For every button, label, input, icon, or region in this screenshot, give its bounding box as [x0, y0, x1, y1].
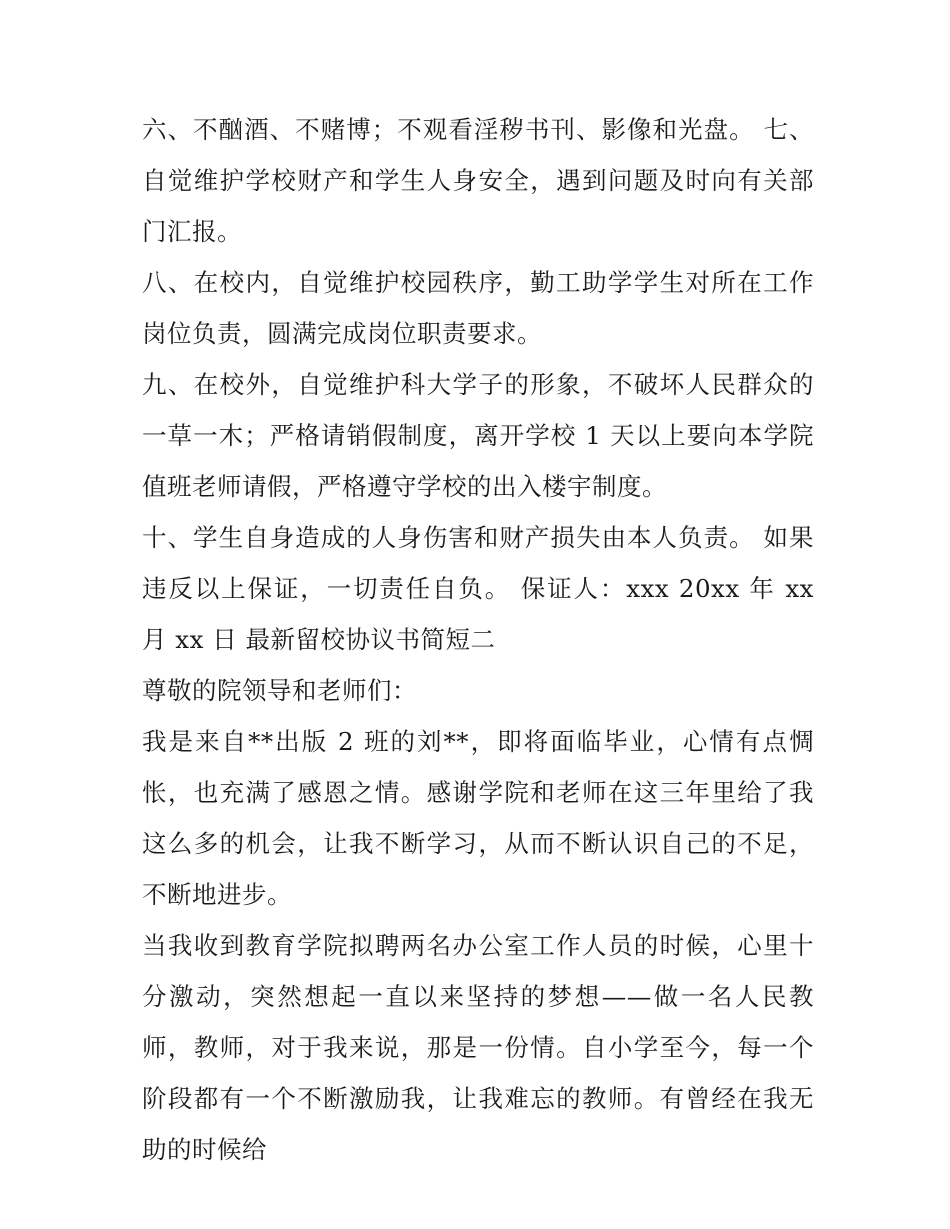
document-page — [142, 104, 814, 1175]
paragraph-rule-ten-signature: 十、学生自身造成的人身伤害和财产损失由本人负责。 如果违反以上保证，一切责任自负。 保证人：xxx 20xx 年 xx 月 xx 日 最新留校协议书简短二 — [142, 523, 814, 654]
paragraph-introduction: 我是来自**出版 2 班的刘**，即将面临毕业，心情有点惆怅，也充满了感恩之情。感谢学院和老师在这三年里给了我这么多的机会，让我不断学习，从而不断认识自己的不足，不断地进步。 — [142, 727, 814, 909]
paragraph-rule-nine: 九、在校外，自觉维护科大学子的形象，不破坏人民群众的一草一木；严格请销假制度，离开学校 1 天以上要向本学院值班老师请假，严格遵守学校的出入楼宇制度。 — [142, 370, 814, 501]
paragraph-rule-six-seven: 六、不酗酒、不赌博；不观看淫秽书刊、影像和光盘。 七、自觉维护学校财产和学生人身安全，遇到问题及时向有关部门汇报。 — [142, 115, 814, 246]
paragraph-motivation: 当我收到教育学院拟聘两名办公室工作人员的时候，心里十分激动，突然想起一直以来坚持的梦想——做一名人民教师，教师，对于我来说，那是一份情。自小学至今，每一个阶段都有一个不断激励我，让我难忘的教师。有曾经在我无助的时候给 — [142, 931, 814, 1164]
salutation: 尊敬的院领导和老师们： — [142, 676, 417, 705]
paragraph-rule-eight: 八、在校内，自觉维护校园秩序，勤工助学学生对所在工作岗位负责，圆满完成岗位职责要求。 — [142, 268, 814, 348]
